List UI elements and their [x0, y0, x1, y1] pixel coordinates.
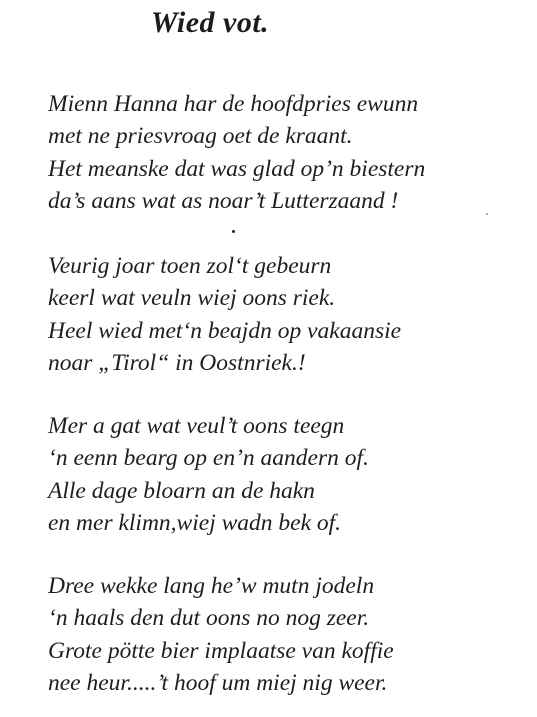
stanza-4 [48, 570, 528, 700]
poem-line: Mienn Hanna har de hoofdpries ewunn [48, 91, 419, 117]
poem-line: Dree wekke lang he’w mutn jodeln [48, 573, 375, 599]
poem-line: Veurig joar toen zol‘t gebeurn [48, 253, 332, 279]
poem-line: keerl wat veuln wiej oons riek. [48, 285, 336, 312]
scan-speck [486, 213, 488, 215]
poem-line: en mer klimn,wiej wadn bek of. [48, 510, 342, 537]
poem-line: nee heur.....’t hoof um miej nig weer. [48, 670, 388, 697]
stanza-1 [48, 88, 528, 218]
poem-line: noar „Tirol“ in Oostnriek.! [48, 350, 306, 377]
stanza-2 [48, 250, 528, 380]
poem-line: ‘n haals den dut oons no nog zeer. [48, 605, 370, 632]
poem-line: Het meanske dat was glad op’n biestern [48, 155, 426, 182]
poem-line: Grote pötte bier implaatse van koffie [48, 637, 394, 664]
poem-title: Wied vot. [150, 6, 270, 39]
poem-line: Heel wied met‘n beajdn op vakaansie [48, 317, 402, 344]
poem-line: Alle dage bloarn an de hakn [48, 477, 315, 504]
scan-speck [232, 230, 235, 233]
poem-line: Mer a gat wat veul’t oons teegn [48, 413, 345, 439]
stanza-3 [48, 410, 528, 540]
poem-line: da’s aans wat as noar’t Lutterzaand ! [48, 188, 399, 215]
poem-line: ‘n eenn bearg op en’n aandern of. [48, 445, 369, 472]
poem-line: met ne priesvroag oet de kraant. [48, 123, 353, 150]
